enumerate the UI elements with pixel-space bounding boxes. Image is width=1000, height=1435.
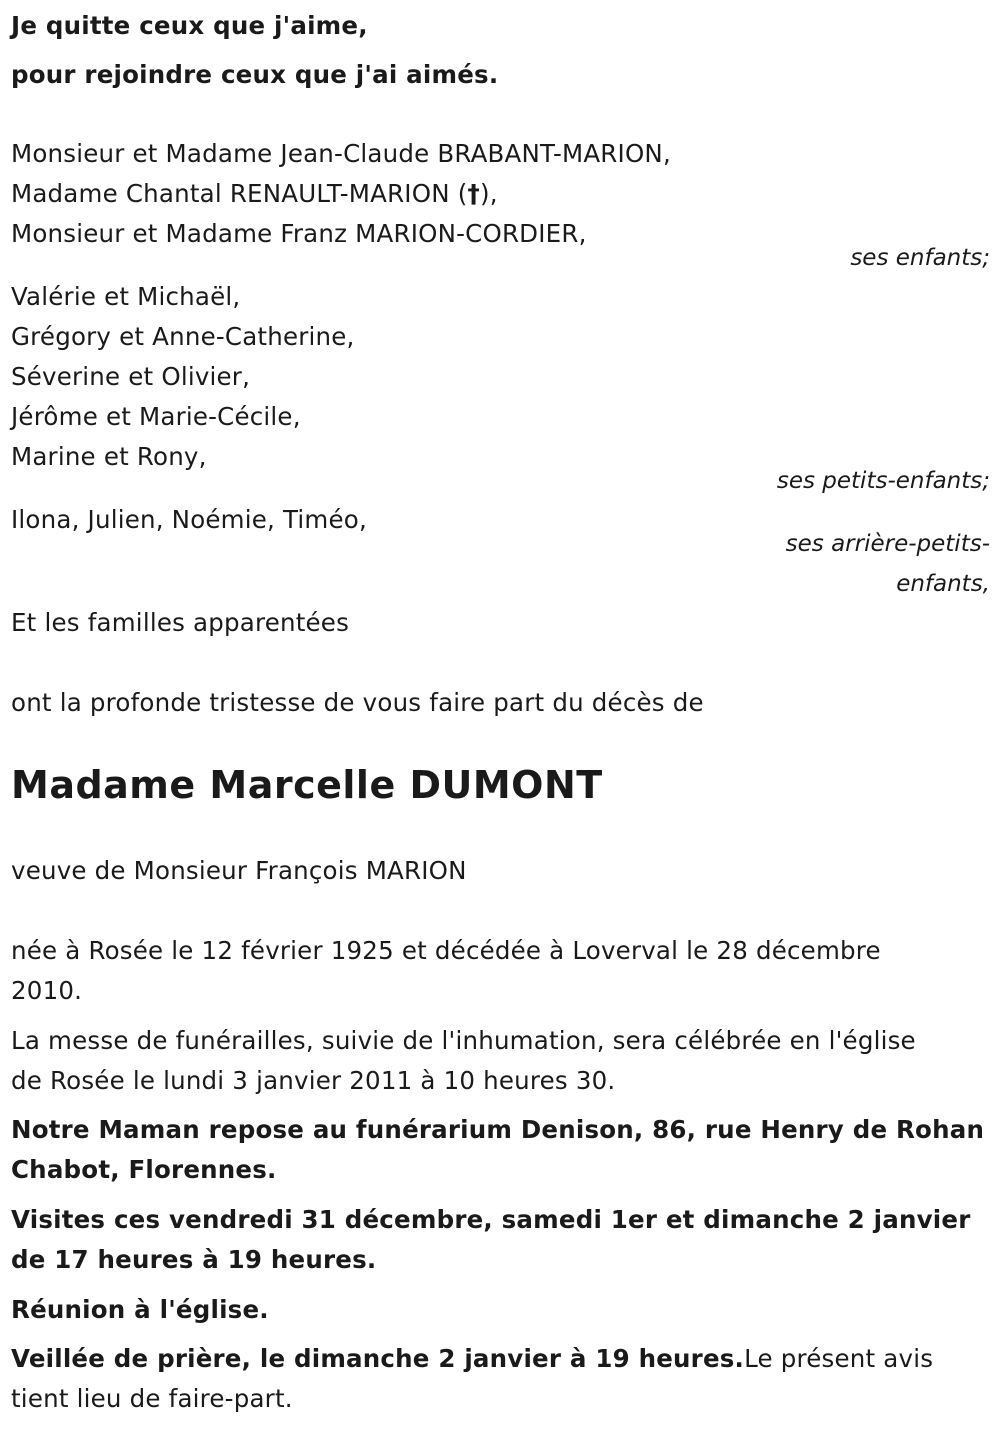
cross-icon: † [467,179,480,208]
epigraph-line-1: Je quitte ceux que j'aime, [11,11,368,40]
great-grandchildren-label-2: enfants, [896,571,990,597]
grandchild-line-5: Marine et Rony, [11,442,207,471]
visits-line-2: de 17 heures à 19 heures. [11,1245,377,1274]
mass-line-1: La messe de funérailles, suivie de l'inhumation, sera célébrée en l'église [11,1026,916,1055]
dates-line-1: née à Rosée le 12 février 1925 et décédée à Loverval le 28 décembre [11,936,881,965]
children-label: ses enfants; [850,245,990,271]
widow-line: veuve de Monsieur François MARION [11,856,467,885]
grandchildren-label: ses petits-enfants; [776,468,990,494]
announcement-line: ont la profonde tristesse de vous faire part du décès de [11,688,704,717]
grandchild-line-3: Séverine et Olivier, [11,362,251,391]
visits-line-1: Visites ces vendredi 31 décembre, samedi 1er et dimanche 2 janvier [11,1205,971,1234]
vigil-line-2: tient lieu de faire-part. [11,1384,293,1413]
child-line-3: Monsieur et Madame Franz MARION-CORDIER, [11,219,587,248]
families-line: Et les familles apparentées [11,608,350,637]
vigil-normal: Le présent avis [744,1344,934,1373]
child-line-2-text: Madame Chantal RENAULT-MARION ( [11,179,468,208]
grandchild-line-2: Grégory et Anne-Catherine, [11,322,355,351]
child-line-2-close: ), [479,179,498,208]
dates-line-2: 2010. [11,976,83,1005]
vigil-bold: Veillée de prière, le dimanche 2 janvier à 19 heures. [11,1344,745,1373]
grandchild-line-1: Valérie et Michaël, [11,282,241,311]
great-grandchild-line-1: Ilona, Julien, Noémie, Timéo, [11,505,367,534]
vigil-line-1 [11,1339,933,1379]
deceased-name: Madame Marcelle DUMONT [11,763,603,807]
mass-line-2: de Rosée le lundi 3 janvier 2011 à 10 heures 30. [11,1066,616,1095]
rest-line-2: Chabot, Florennes. [11,1155,277,1184]
epigraph-line-2: pour rejoindre ceux que j'ai aimés. [11,60,499,89]
rest-line-1: Notre Maman repose au funérarium Denison, 86, rue Henry de Rohan [11,1115,985,1144]
grandchild-line-4: Jérôme et Marie-Cécile, [11,402,301,431]
great-grandchildren-label-1: ses arrière-petits- [785,531,990,557]
child-line-2 [11,174,498,214]
child-line-1: Monsieur et Madame Jean-Claude BRABANT-MARION, [11,139,671,168]
meeting-line: Réunion à l'église. [11,1295,269,1324]
